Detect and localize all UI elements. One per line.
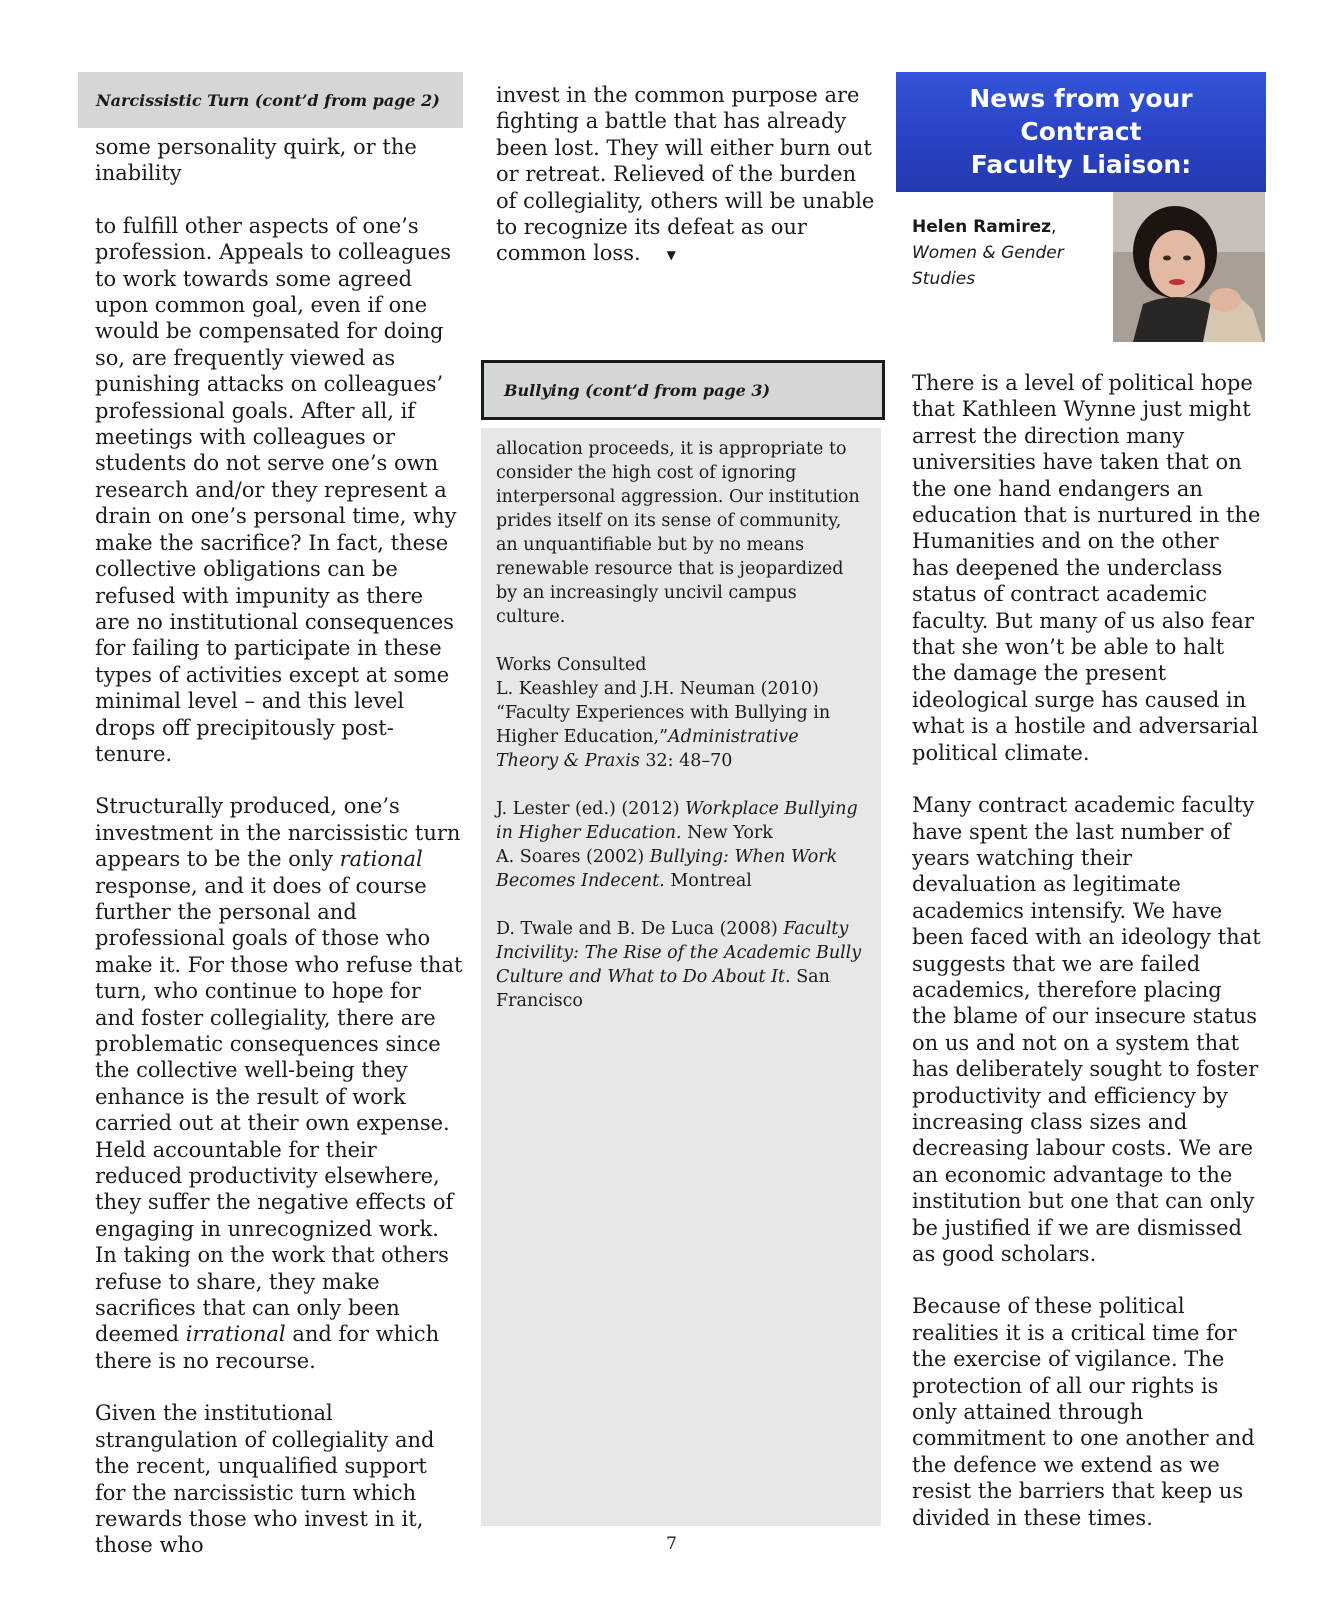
liaison-department: Women & Gender Studies [912, 243, 1064, 289]
ref-text: J. Lester (ed.) (2012) [496, 799, 686, 819]
text-run: response, and it does of course further the personal and professional goals of those who make it. For those who refuse that turn, who continue to hope for and foster collegiality, there are problematic consequences since the collective well-being they enhance is the result of work carried out at their own expense. Held accountable for their reduced productivity elsewhere, they suffer the negative effects of engaging in unrecognized work. In taking on the work that others refuse to share, they make sacrifices that can only been deemed [95, 873, 463, 1347]
narcissistic-header-text: Narcissistic Turn (cont’d from page 2) [96, 90, 440, 110]
narcissistic-column [78, 72, 463, 1585]
text-run: and for which there is no recourse. [95, 1322, 440, 1373]
reference-item [496, 677, 866, 773]
page-number: 7 [666, 1534, 677, 1554]
reference-item [496, 917, 866, 1013]
news-header-line: News from your [969, 84, 1193, 113]
ref-italic: Faculty Incivility: The Rise of the Academic Bully Culture and What to Do About It. [496, 919, 862, 987]
liaison-photo [1113, 192, 1265, 342]
continuation-text: invest in the common purpose are fighting a battle that has already been lost. They will either burn out or retreat. Relieved of the burden of collegiality, others will be unable to recognize its defeat as our common loss. [496, 83, 875, 266]
ref-text: San Francisco [496, 967, 830, 1011]
liaison-comma: , [1051, 217, 1057, 237]
news-header-line: Faculty Liaison: [970, 150, 1192, 179]
ref-text: D. Twale and B. De Luca (2008) [496, 919, 784, 939]
paragraph: Given the institutional strangulation of collegiality and the recent, unqualified support for the narcissistic turn which rewards those who invest in it, those who [95, 1401, 435, 1558]
bullying-body [496, 437, 866, 1013]
paragraph: Because of these political realities it is a critical time for the exercise of vigilance. The protection of all our rights is only attained through commitment to one another and the defence we extend as we resist the barriers that keep us divided in these times. [912, 1294, 1255, 1530]
paragraph: Many contract academic faculty have spent the last number of years watching their devaluation as legitimate academics intensify. We have been faced with an ideology that suggests that we are failed academics, therefore placing the blame of our insecure status on us and not on a system that has deliberately sought to foster productivity and efficiency by increasing class sizes and decreasing labour costs. We are an economic advantage to the institution but one that can only be justified if we are dismissed as good scholars. [912, 793, 1261, 1266]
spacer [496, 893, 866, 917]
ref-italic: Workplace Bullying in Higher Education. [496, 799, 858, 843]
reference-item [496, 797, 866, 845]
italic-rational: rational [339, 847, 423, 872]
news-body [912, 370, 1262, 1557]
narcissistic-continuation [496, 82, 876, 268]
text-run: Structurally produced, one’s investment in the narcissistic turn appears to be the only [95, 794, 461, 872]
italic-irrational: irrational [185, 1322, 286, 1347]
ref-text: Montreal [664, 871, 752, 891]
portrait-image [1113, 192, 1265, 342]
spacer [496, 773, 866, 797]
ref-text: New York [681, 823, 773, 843]
paragraph: There is a level of political hope that Kathleen Wynne just might arrest the direction many universities have taken that on the one hand endangers an education that is nurtured in the Humanities and on the other has deepened the underclass status of contract academic faculty. But many of us also fear that she won’t be able to halt the damage the present ideological surge has caused in what is a hostile and adversarial political climate. [912, 371, 1261, 765]
narcissistic-body [78, 128, 463, 1559]
ref-text: 32: 48–70 [639, 751, 733, 771]
liaison-info [912, 214, 1102, 292]
paragraph: to fulfill other aspects of one’s profession. Appeals to colleagues to work towards some agreed upon common goal, even if one would be compensated for doing so, are frequently viewed as punishing attacks on colleagues’ professional goals. After all, if meetings with colleagues or students do not serve one’s own research and/or they represent a drain on one’s personal time, why make the sacrifice? In fact, these collective obligations can be refused with impunity as there are no institutional consequences for failing to participate in these types of activities except at some minimal level – and this level drops off precipitously post-tenure. [95, 213, 457, 766]
reference-item [496, 845, 866, 893]
liaison-name: Helen Ramirez [912, 217, 1052, 237]
news-header-line: Contract [1020, 117, 1142, 146]
bullying-header-text: Bullying (cont’d from page 3) [504, 380, 771, 400]
paragraph: some personality quirk, or the inability [95, 135, 417, 186]
end-mark-icon: ▼ [666, 247, 676, 262]
ref-italic: Administrative Theory & Praxis [496, 727, 799, 771]
liaison-name-line [912, 214, 1102, 240]
ref-italic: Bullying: When Work Becomes Indecent. [496, 847, 838, 891]
paragraph-structural [95, 793, 463, 1374]
narcissistic-header [78, 72, 463, 128]
bullying-header [481, 360, 885, 420]
ref-text: L. Keashley and J.H. Neuman (2010) “Faculty Experiences with Bullying in Higher Education,” [496, 679, 831, 747]
bullying-paragraph: allocation proceeds, it is appropriate to consider the high cost of ignoring interpersonal aggression. Our institution prides itself on its sense of community, an unquantifiable but by no means renewable resource that is jeopardized by an increasingly uncivil campus culture. [496, 439, 860, 627]
works-consulted-title: Works Consulted [496, 655, 647, 675]
ref-text: A. Soares (2002) [496, 847, 650, 867]
news-header [896, 72, 1266, 192]
